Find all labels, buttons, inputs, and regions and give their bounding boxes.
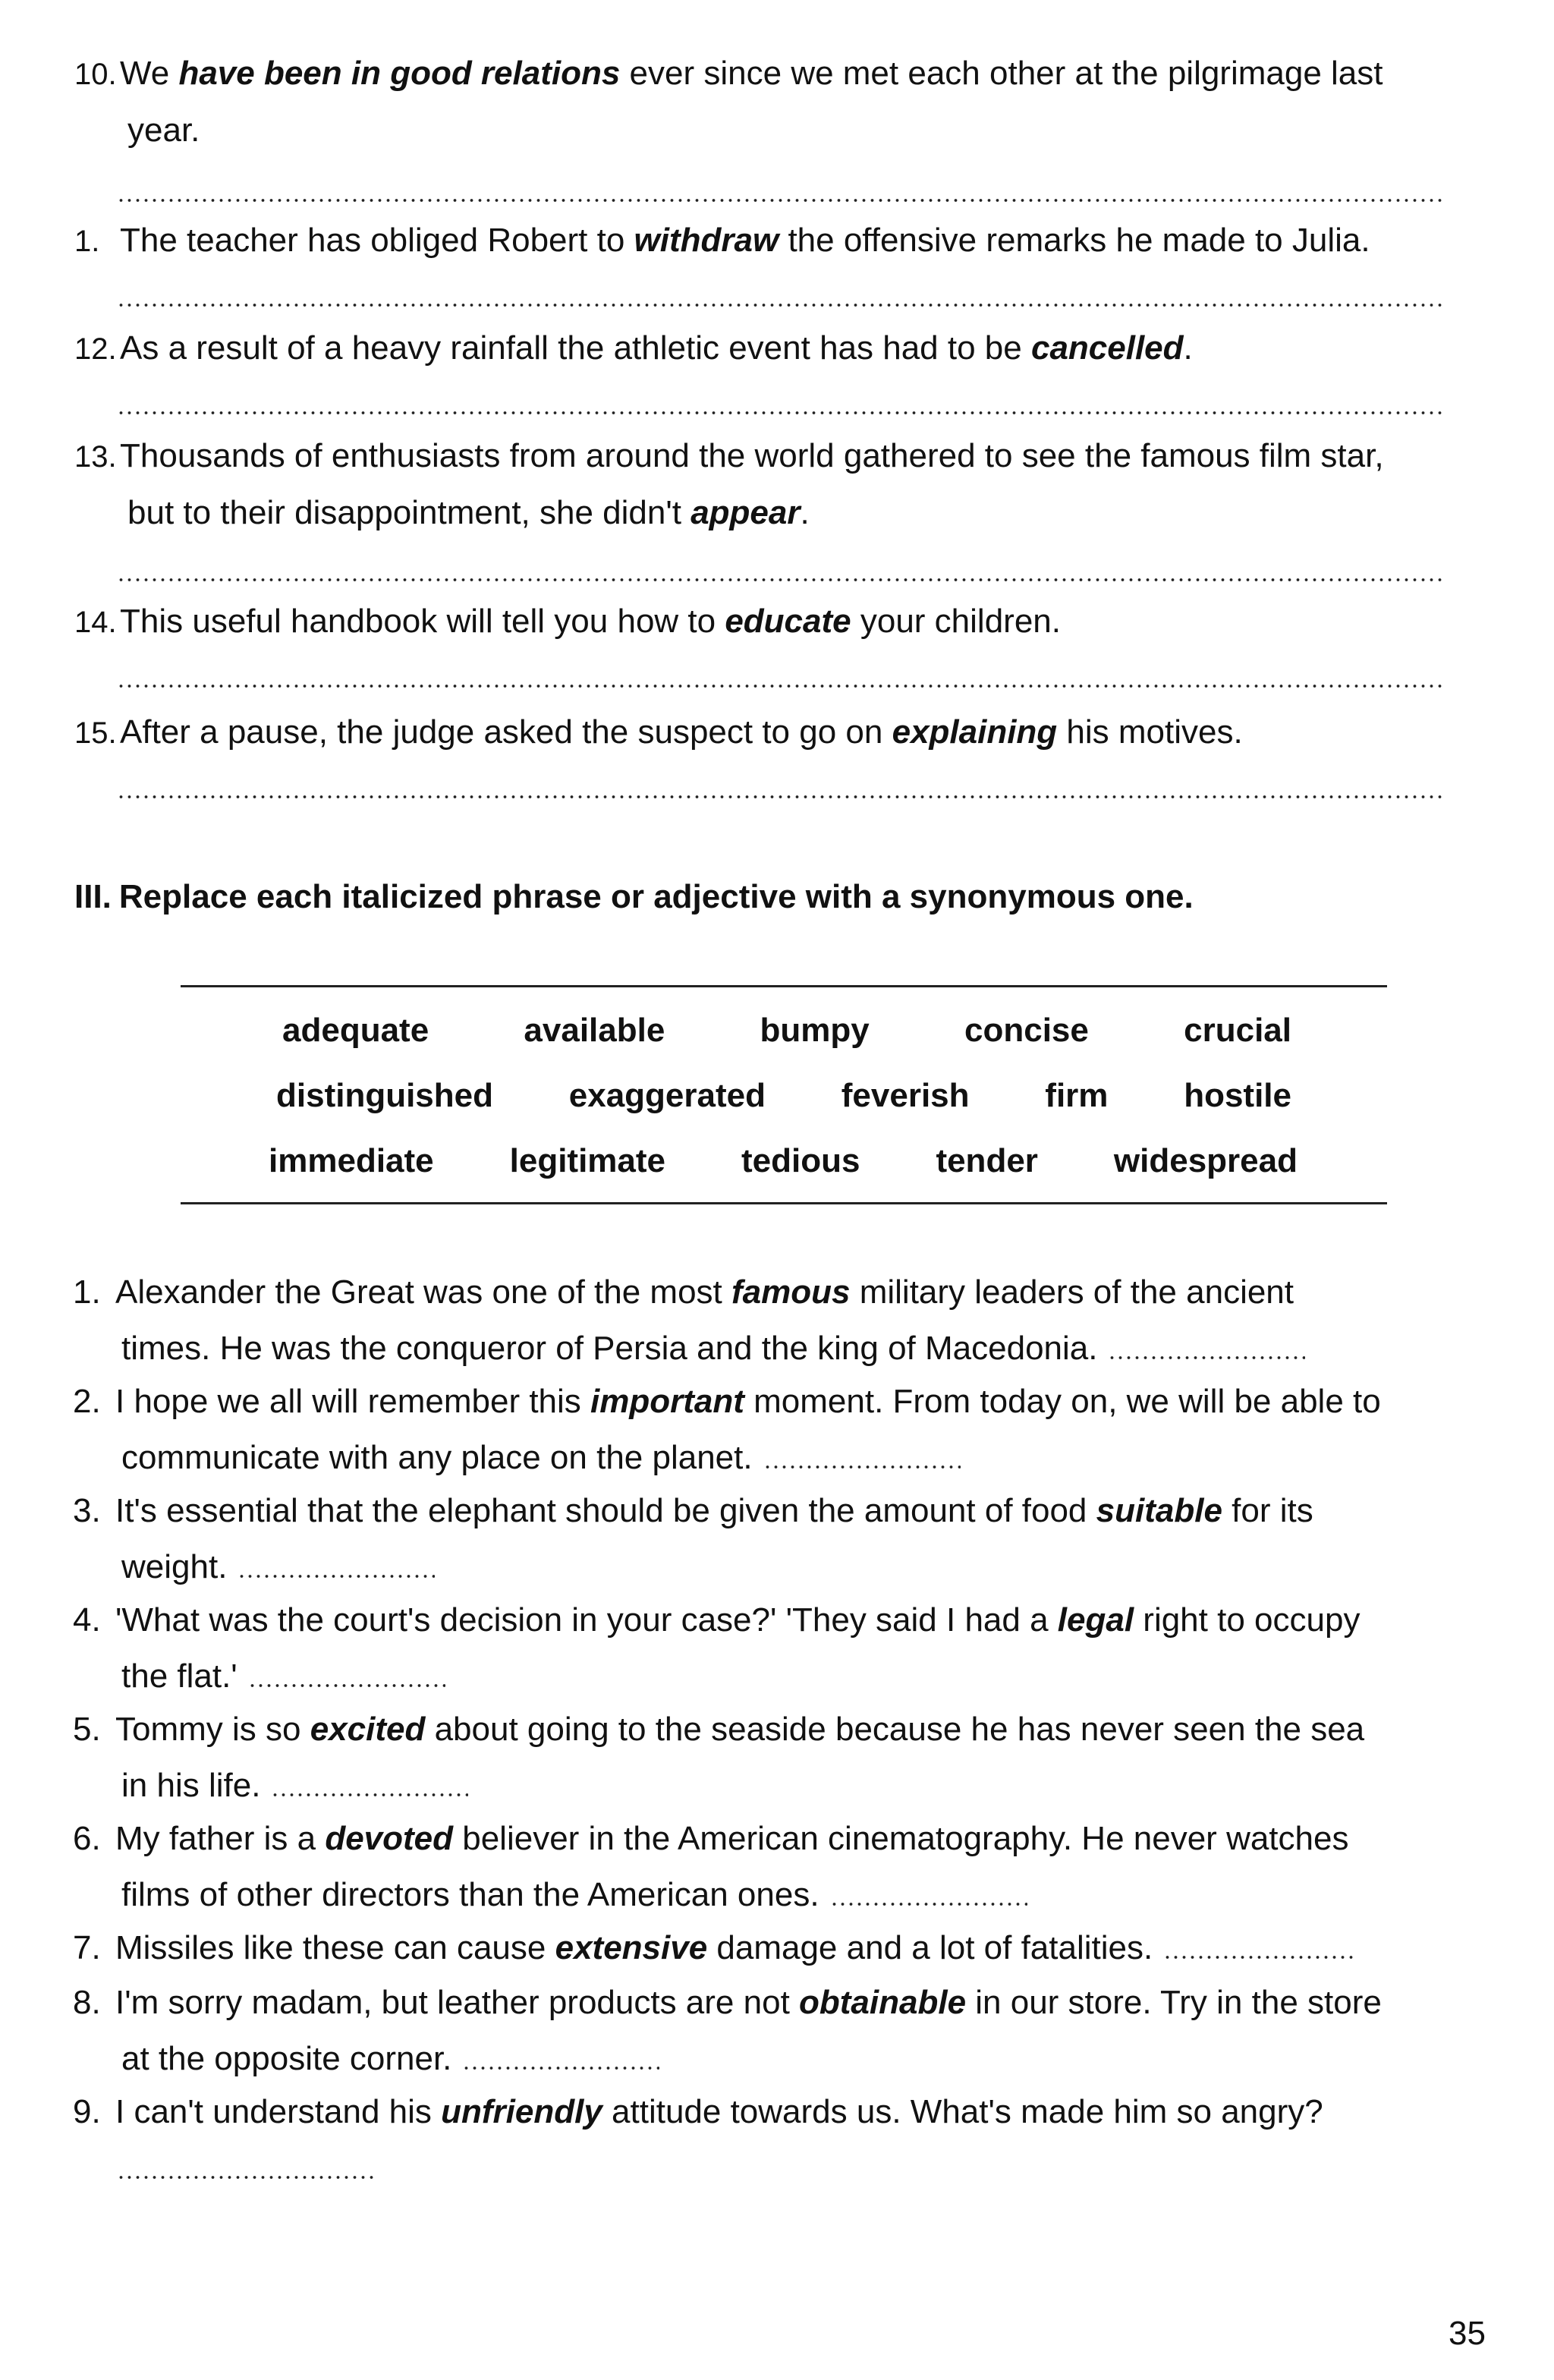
item-number: 10. [74,58,117,91]
item-text: in our store. Try in the store [966,1984,1382,2021]
item-text: We [120,55,179,92]
exercise-item-b9 [73,2084,1499,2196]
item-number: 8. [73,1984,101,2021]
item-text: The teacher has obliged Robert to [120,222,634,259]
item-keyword: obtainable [799,1984,967,2021]
item-keyword: important [590,1383,744,1420]
item-keyword: have been in good relations [178,55,621,92]
answer-line-b1[interactable] [1108,1356,1305,1359]
item-continuation: the flat.' [121,1658,238,1695]
answer-line-b2[interactable] [763,1465,961,1469]
item-continuation: times. He was the conqueror of Persia and the king of Macedonia. [121,1330,1098,1367]
item-text: moment. From today on, we will be able to [744,1383,1381,1420]
item-text: attitude towards us. What's made him so angry? [602,2093,1323,2130]
item-text: military leaders of the ancient [850,1273,1294,1311]
item-keyword: legal [1057,1601,1134,1639]
item-number: 7. [73,1929,101,1966]
item-number: 13. [74,440,117,474]
item-continuation: communicate with any place on the planet. [121,1439,753,1476]
item-text: . [1183,329,1193,367]
item-text: As a result of a heavy rainfall the athletic event has had to be [120,329,1031,367]
item-number: 15. [74,716,117,750]
word-option: immediate [269,1142,434,1179]
word-row-1 [282,1008,1291,1053]
item-keyword: withdraw [634,222,779,259]
word-box-bottom-rule [181,1202,1387,1204]
item-text: about going to the seaside because he has never seen the sea [425,1711,1365,1748]
item-text: your children. [851,603,1061,640]
section-number: III. [74,878,112,915]
answer-line-15[interactable] [117,795,1445,798]
item-number: 4. [73,1601,101,1639]
word-option: available [524,1012,665,1049]
item-text: Alexander the Great was one of the most [115,1273,732,1311]
item-text: . [800,494,810,531]
page-number: 35 [1449,2315,1486,2352]
answer-line-12[interactable] [117,411,1445,414]
item-number: 12. [74,332,117,366]
answer-line-11[interactable] [117,304,1445,307]
item-text: Tommy is so [115,1711,310,1748]
word-option: feverish [841,1077,970,1114]
item-keyword: appear [690,494,801,531]
word-row-3 [269,1138,1298,1184]
answer-line-b7[interactable] [1163,1956,1353,1959]
exercise-item-11 [74,212,1493,269]
word-box-top-rule [181,985,1387,987]
item-text: damage and a lot of fatalities. [707,1929,1153,1966]
item-text: for its [1222,1492,1313,1529]
answer-line-b5[interactable] [271,1793,468,1796]
word-option: crucial [1184,1012,1291,1049]
exercise-item-b7 [73,1920,1499,1976]
item-keyword: educate [725,603,851,640]
exercise-item-b8 [73,1975,1499,2087]
item-keyword: famous [731,1273,851,1311]
item-text: I'm sorry madam, but leather products are not [115,1984,800,2021]
item-text: I can't understand his [115,2093,442,2130]
item-keyword: devoted [325,1820,454,1857]
exercise-item-b5 [73,1702,1499,1814]
item-number: 6. [73,1820,101,1857]
exercise-item-10 [74,46,1493,159]
exercise-item-b2 [73,1374,1499,1486]
item-text: the offensive remarks he made to Julia. [779,222,1370,259]
word-option: adequate [282,1012,429,1049]
word-option: legitimate [509,1142,666,1179]
item-text: but to their disappointment, she didn't [127,494,691,531]
item-text: I hope we all will remember this [115,1383,591,1420]
item-continuation: at the opposite corner. [121,2040,452,2077]
word-option: concise [964,1012,1089,1049]
item-text: It's essential that the elephant should be given the amount of food [115,1492,1096,1529]
item-continuation: weight. [121,1548,228,1585]
answer-line-b9[interactable] [117,2176,375,2179]
exercise-item-12 [74,320,1493,377]
item-text: right to occupy [1134,1601,1361,1639]
exercise-item-b4 [73,1592,1499,1705]
answer-line-14[interactable] [117,685,1445,688]
item-text: Missiles like these can cause [115,1929,555,1966]
item-text: After a pause, the judge asked the suspect to go on [120,713,892,751]
exercise-item-b6 [73,1811,1499,1923]
item-number: 5. [73,1711,101,1748]
answer-line-b8[interactable] [462,2067,659,2070]
word-option: hostile [1184,1077,1291,1114]
item-keyword: excited [310,1711,426,1748]
item-continuation [74,485,1493,541]
item-number: 1. [73,1273,101,1311]
item-number: 14. [74,606,117,639]
item-keyword: cancelled [1030,329,1184,367]
item-number: 1. [74,225,100,258]
section-heading [74,874,1194,920]
answer-line-b4[interactable] [248,1684,445,1687]
exercise-item-13 [74,428,1493,541]
item-text: My father is a [115,1820,326,1857]
item-text: 'What was the court's decision in your case?' 'They said I had a [115,1601,1058,1639]
item-text: believer in the American cinematography. He never watches [453,1820,1349,1857]
item-text: Thousands of enthusiasts from around the world gathered to see the famous film star, [120,437,1384,474]
answer-line-13[interactable] [117,578,1445,581]
word-option: tedious [741,1142,860,1179]
exercise-item-14 [74,593,1493,650]
item-continuation: in his life. [121,1767,261,1804]
section-instruction: Replace each italicized phrase or adjective with a synonymous one. [118,878,1194,915]
word-option: exaggerated [568,1077,766,1114]
word-option: distinguished [276,1077,493,1114]
item-keyword: explaining [892,713,1058,751]
item-text: ever since we met each other at the pilgrimage last [620,55,1383,92]
item-continuation: films of other directors than the American ones. [121,1876,819,1913]
word-option: widespread [1113,1142,1298,1179]
item-text: This useful handbook will tell you how to [120,603,725,640]
answer-line-10[interactable] [117,199,1445,202]
item-number: 3. [73,1492,101,1529]
exercise-item-b1 [73,1264,1499,1377]
item-text: his motives. [1057,713,1243,751]
word-row-2 [276,1073,1291,1119]
exercise-item-b3 [73,1483,1499,1595]
item-keyword: suitable [1096,1492,1222,1529]
exercise-item-15 [74,704,1493,761]
answer-line-b6[interactable] [830,1903,1027,1906]
word-option: bumpy [760,1012,870,1049]
item-continuation: year. [127,112,200,149]
item-number: 2. [73,1383,101,1420]
answer-line-b3[interactable] [238,1575,435,1578]
item-number: 9. [73,2093,101,2130]
item-keyword: unfriendly [441,2093,602,2130]
word-option: firm [1045,1077,1109,1114]
word-option: tender [936,1142,1038,1179]
item-keyword: extensive [555,1929,708,1966]
